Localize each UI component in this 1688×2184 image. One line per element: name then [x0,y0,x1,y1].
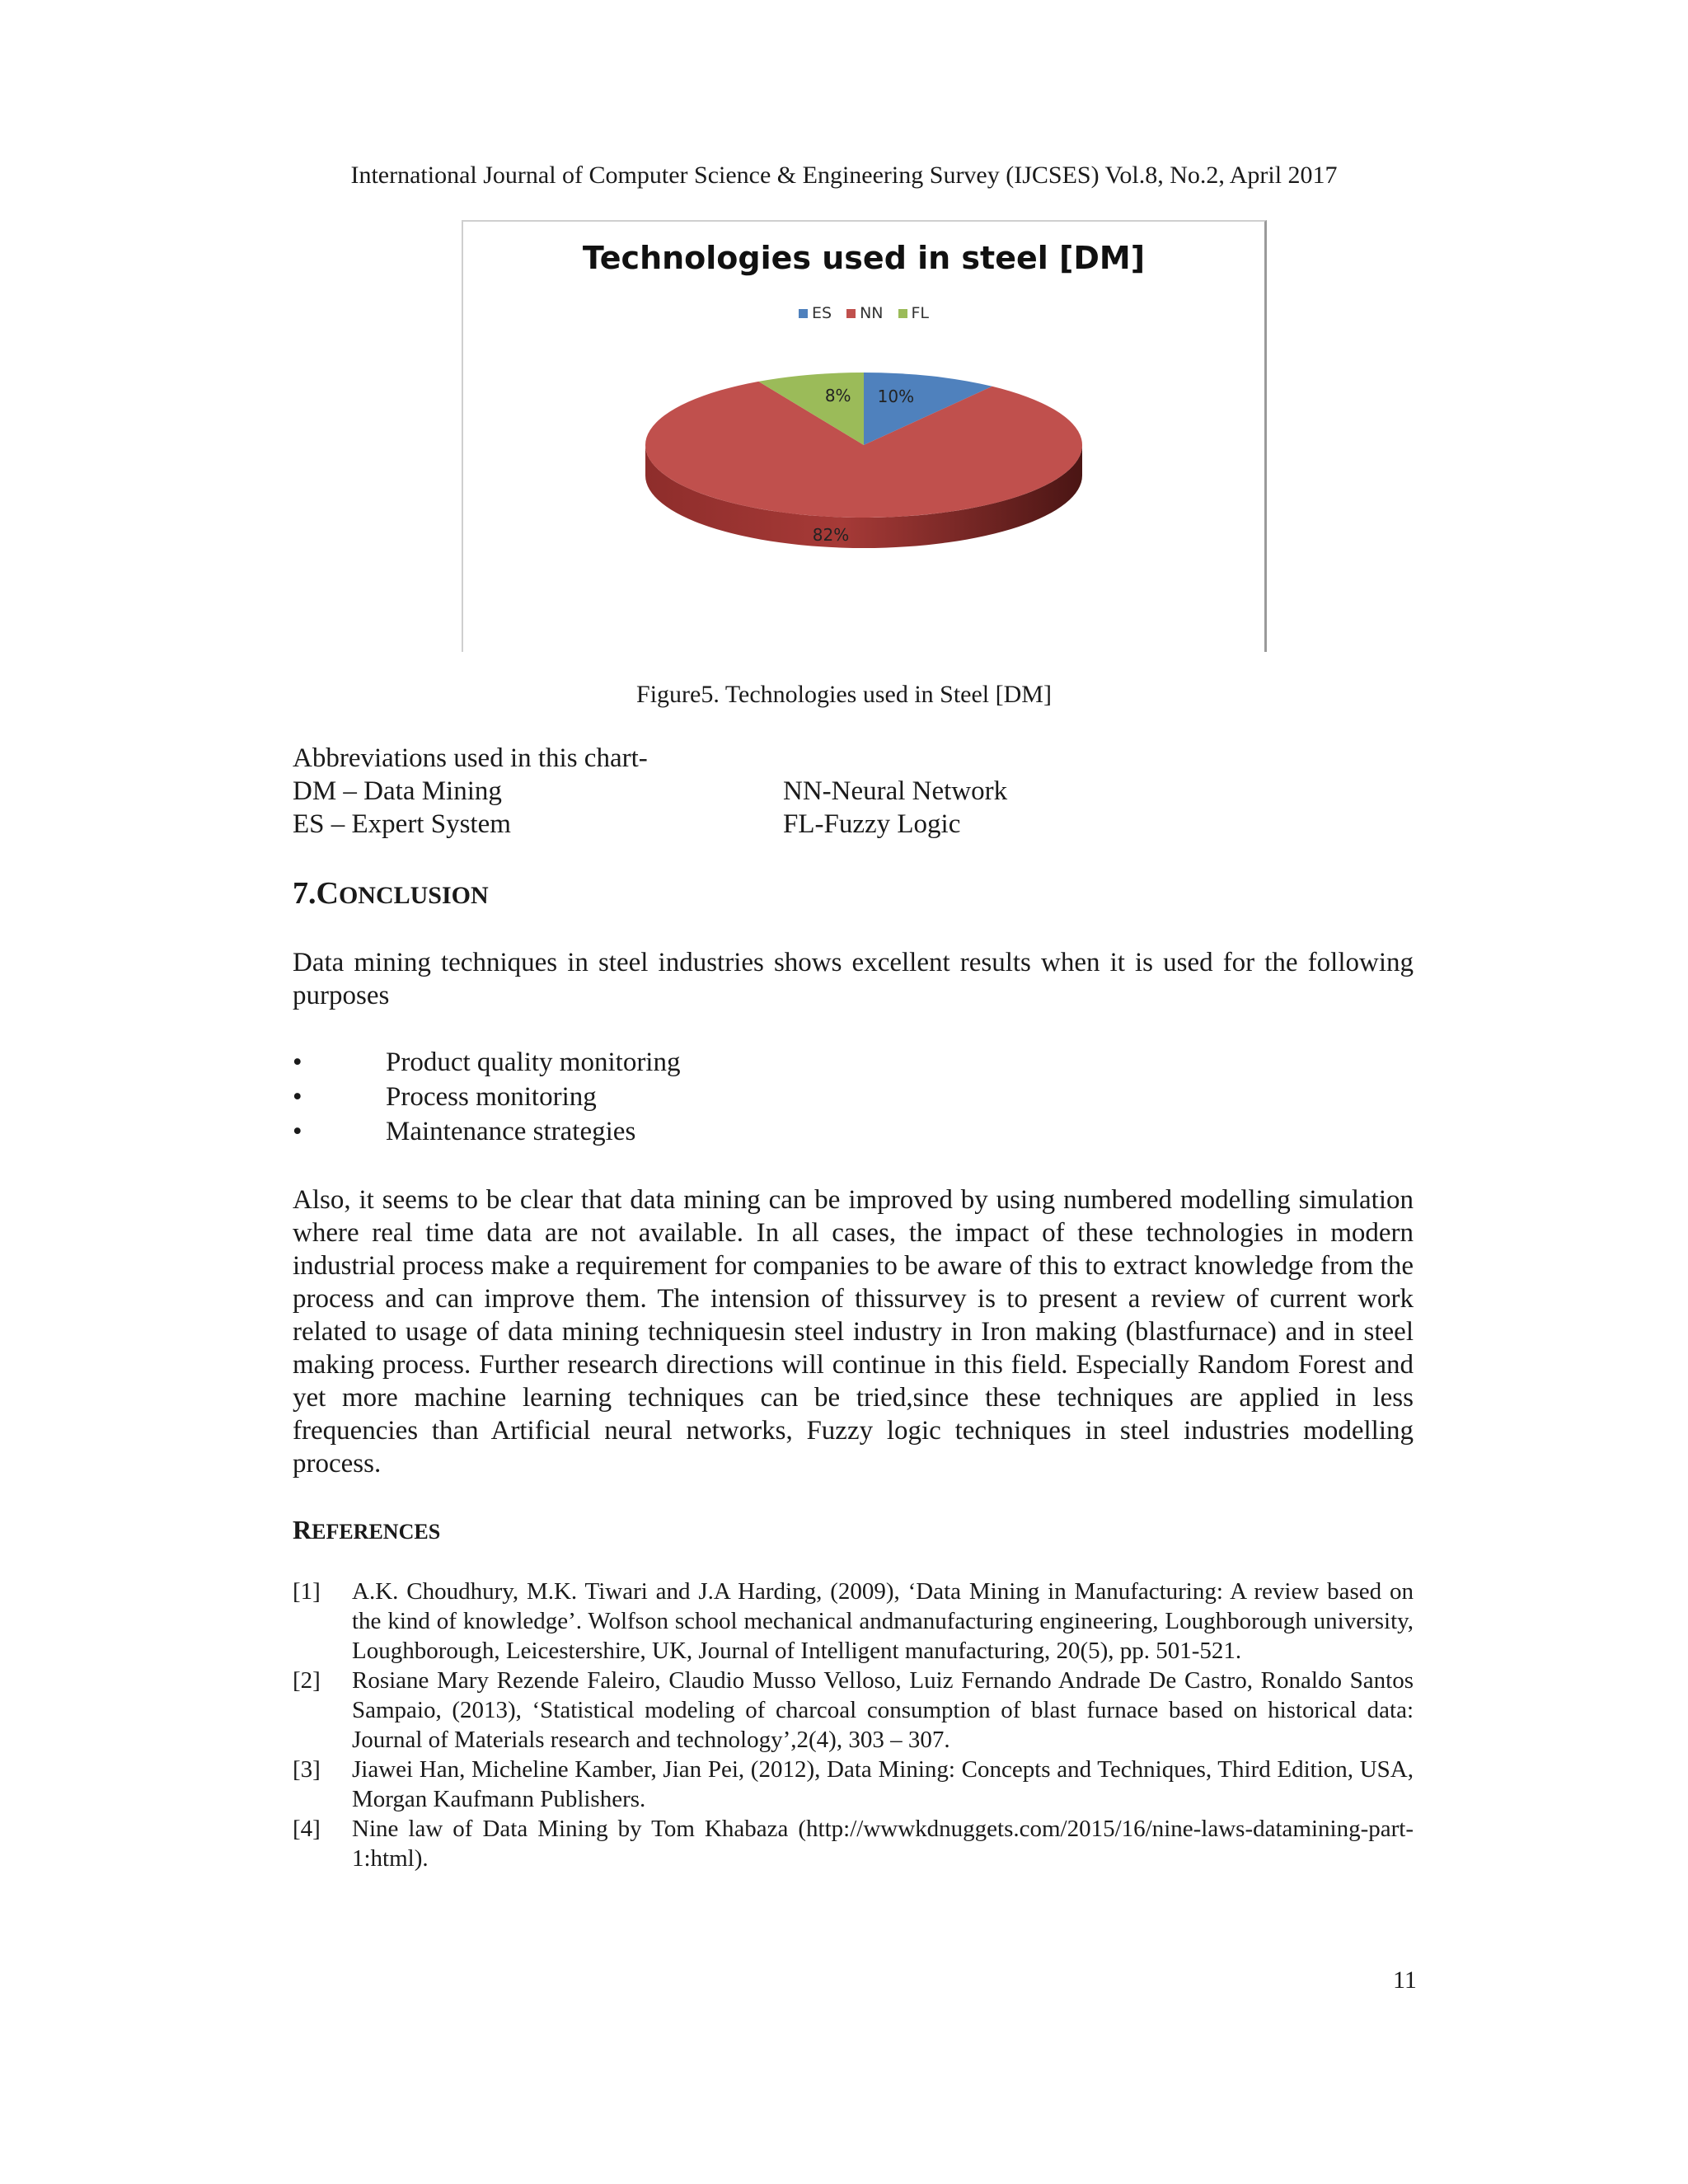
reference-number: [1] [293,1578,321,1605]
reference-text: A.K. Choudhury, M.K. Tiwari and J.A Harding, (2009), ‘Data Mining in Manufacturing: A review based on the kind of knowledge’. Wolfson school mechanical andmanufacturing engineering, Loughborough university, Loughborough, Leicestershire, UK, Journal of Intelligent manufacturing, 20(5), pp. 501-521. [352,1578,1414,1664]
reference-text: Rosiane Mary Rezende Faleiro, Claudio Musso Velloso, Luiz Fernando Andrade De Castro, Ronaldo Santos Sampaio, (2013), ‘Statistical modeling of charcoal consumption of blast furnace based on historical data: Journal of Materials research and technology’,2(4), 303 – 307. [352,1667,1414,1753]
references-title-initial: R [293,1515,312,1544]
reference-item [293,1666,1414,1755]
references-title-rest: EFERENCES [312,1520,441,1544]
list-item [293,1080,680,1114]
chart-title: Technologies used in steel [DM] [582,240,1146,276]
reference-text: Jiawei Han, Micheline Kamber, Jian Pei, (2012), Data Mining: Concepts and Techniques, Third Edition, USA, Morgan Kaufmann Publishers. [352,1756,1414,1812]
bullet-icon: • [293,1117,302,1146]
pie-label-fl: 8% [824,386,851,406]
pie-label-nn: 82% [812,525,850,545]
list-item [293,1114,680,1149]
figure-caption: Figure5. Technologies used in Steel [DM] [636,681,1052,708]
list-item [293,1045,680,1080]
reference-item [293,1755,1414,1814]
bullet-icon: • [293,1082,302,1112]
purpose-list [293,1045,680,1149]
abbreviation-nn: NN-Neural Network [783,776,1008,806]
abbreviation-dm: DM – Data Mining [293,776,502,806]
list-item-text: Product quality monitoring [386,1047,681,1077]
page-number: 11 [1393,1966,1417,1994]
reference-number: [4] [293,1816,321,1842]
abbreviations-left [293,742,648,841]
conclusion-title-initial: C [316,876,339,911]
references-list [293,1577,1414,1873]
pie-slices [645,373,1082,518]
abbreviations-intro: Abbreviations used in this chart- [293,743,648,773]
legend-label-nn: NN [860,304,884,322]
abbreviation-es: ES – Expert System [293,809,511,839]
pie-chart-figure [462,220,1267,652]
abbreviation-fl: FL-Fuzzy Logic [783,809,961,839]
abbreviations-right [783,775,1007,841]
conclusion-intro: Data mining techniques in steel industries shows excellent results when it is used for the following purposes [293,948,1414,1010]
conclusion-heading [293,875,489,912]
reference-number: [3] [293,1756,321,1783]
conclusion-title-rest: ONCLUSION [338,882,489,909]
references-heading [293,1515,440,1545]
pie-label-es: 10% [877,387,915,407]
legend-label-fl: FL [911,304,930,322]
list-item-text: Process monitoring [386,1082,597,1112]
legend-label-es: ES [811,304,832,322]
bullet-icon: • [293,1047,302,1077]
reference-item [293,1577,1414,1666]
reference-item [293,1814,1414,1873]
reference-text: Nine law of Data Mining by Tom Khabaza (http://wwwkdnuggets.com/2015/16/nine-laws-datamining-part-1:html). [352,1816,1414,1872]
running-header: International Journal of Computer Science & Engineering Survey (IJCSES) Vol.8, No.2, April 2017 [350,162,1338,189]
conclusion-number: 7. [293,876,316,911]
pie-chart-svg [463,222,1264,652]
conclusion-paragraph: Also, it seems to be clear that data mining can be improved by using numbered modelling simulation where real time data are not available. In all cases, the impact of these technologies in modern industrial process make a requirement for companies to be aware of this to extract knowledge from the process and can improve them. The intension of thissurvey is to present a review of current work related to usage of data mining techniquesin steel industry in Iron making (blastfurnace) and in steel making process. Further research directions will continue in this field. Especially Random Forest and yet more machine learning techniques can be tried,since these techniques are applied in less frequencies than Artificial neural networks, Fuzzy logic techniques in steel industries modelling process. [293,1185,1414,1479]
reference-number: [2] [293,1667,321,1694]
list-item-text: Maintenance strategies [386,1117,636,1146]
